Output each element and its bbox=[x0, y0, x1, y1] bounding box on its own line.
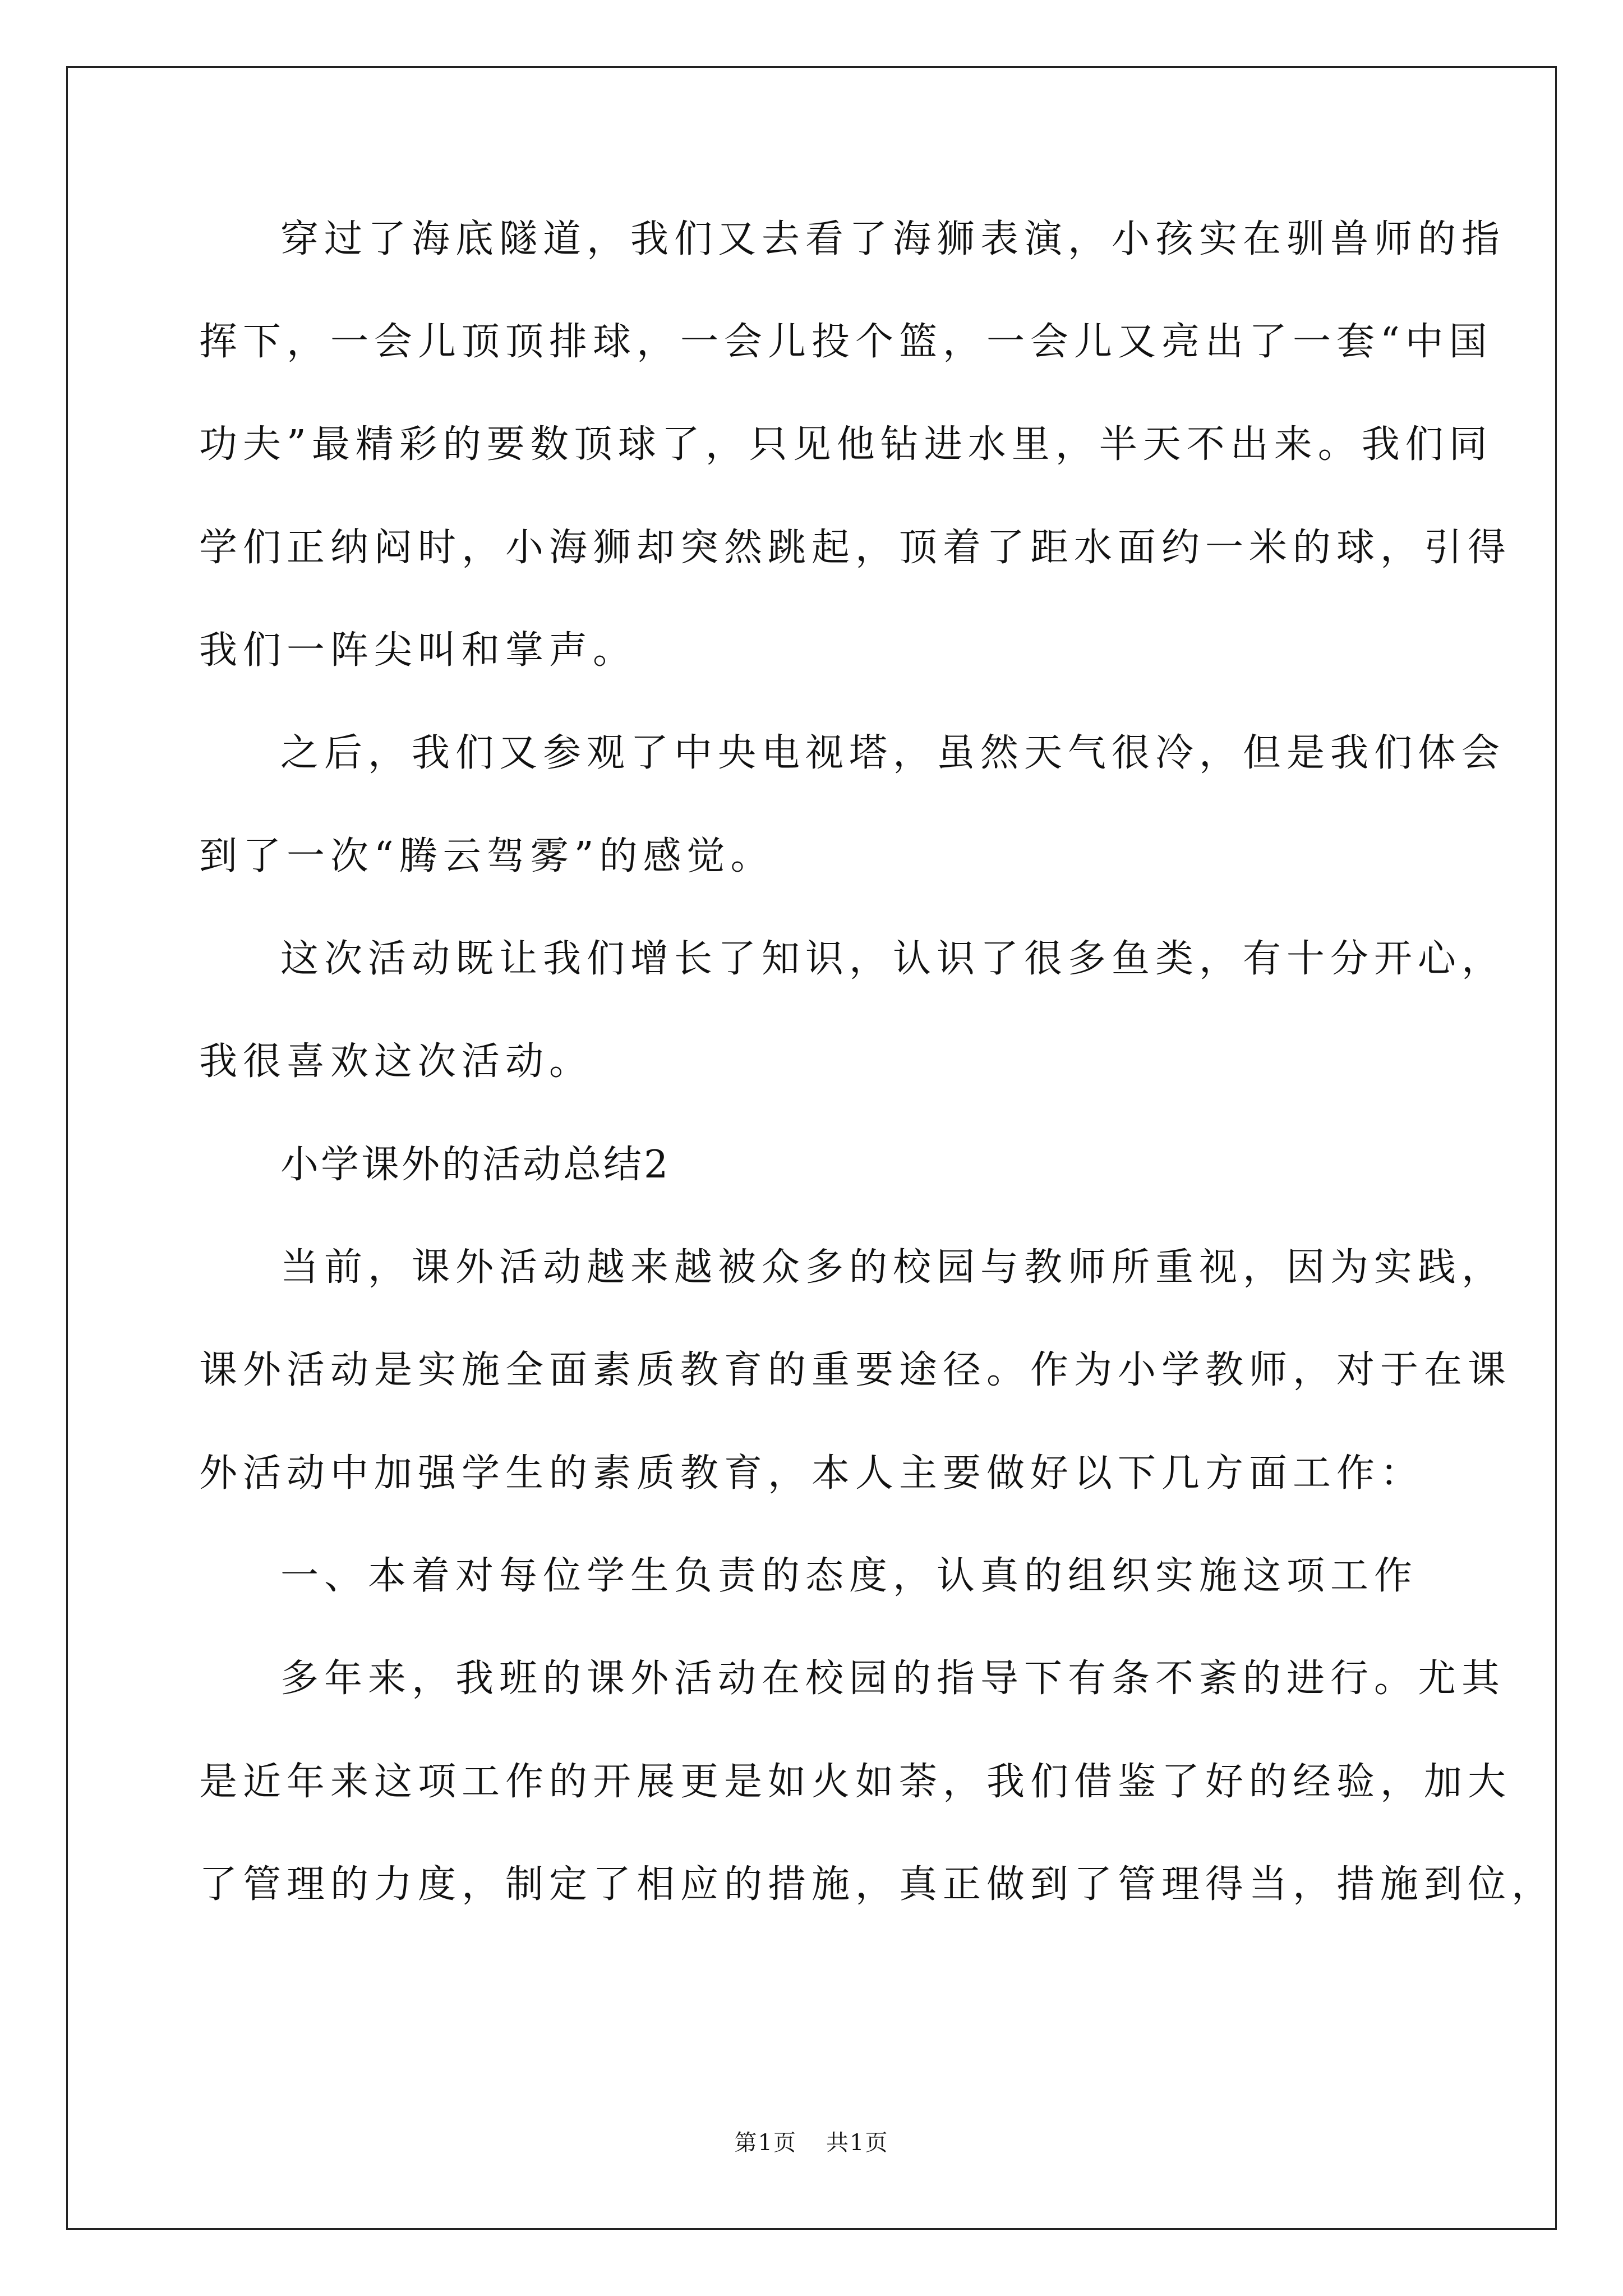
paragraph-line: 到了一次“腾云驾雾”的感觉。 bbox=[199, 834, 774, 878]
paragraph-line: 我们一阵尖叫和掌声。 bbox=[199, 628, 637, 673]
section-heading: 小学课外的活动总结2 bbox=[280, 1143, 671, 1187]
page-number: 第1页 bbox=[734, 2130, 797, 2156]
paragraph-line: 穿过了海底隧道，我们又去看了海狮表演，小孩实在驯兽师的指 bbox=[280, 217, 1506, 261]
subheading-line: 一、本着对每位学生负责的态度，认真的组织实施这项工作 bbox=[280, 1554, 1418, 1598]
paragraph-line: 学们正纳闷时，小海狮却突然跳起，顶着了距水面约一米的球，引得 bbox=[199, 526, 1512, 570]
paragraph-line: 多年来，我班的课外活动在校园的指导下有条不紊的进行。尤其 bbox=[280, 1657, 1506, 1701]
paragraph-line: 挥下，一会儿顶顶排球，一会儿投个篮，一会儿又亮出了一套“中国 bbox=[199, 320, 1493, 364]
paragraph-line: 我很喜欢这次活动。 bbox=[199, 1039, 593, 1084]
paragraph-line: 功夫”最精彩的要数顶球了，只见他钻进水里，半天不出来。我们同 bbox=[199, 422, 1493, 467]
paragraph-line: 是近年来这项工作的开展更是如火如荼，我们借鉴了好的经验，加大 bbox=[199, 1760, 1512, 1804]
paragraph-line: 当前，课外活动越来越被众多的校园与教师所重视，因为实践， bbox=[280, 1245, 1506, 1290]
page-footer bbox=[0, 2132, 1623, 2154]
paragraph-line: 之后，我们又参观了中央电视塔，虽然天气很冷，但是我们体会 bbox=[280, 731, 1506, 775]
page-total: 共1页 bbox=[826, 2130, 889, 2156]
paragraph-line: 课外活动是实施全面素质教育的重要途径。作为小学教师，对于在课 bbox=[199, 1348, 1512, 1392]
paragraph-line: 这次活动既让我们增长了知识，认识了很多鱼类，有十分开心， bbox=[280, 937, 1506, 981]
paragraph-line: 了管理的力度，制定了相应的措施，真正做到了管理得当，措施到位， bbox=[199, 1862, 1556, 1907]
paragraph-line: 外活动中加强学生的素质教育，本人主要做好以下几方面工作： bbox=[199, 1451, 1424, 1496]
